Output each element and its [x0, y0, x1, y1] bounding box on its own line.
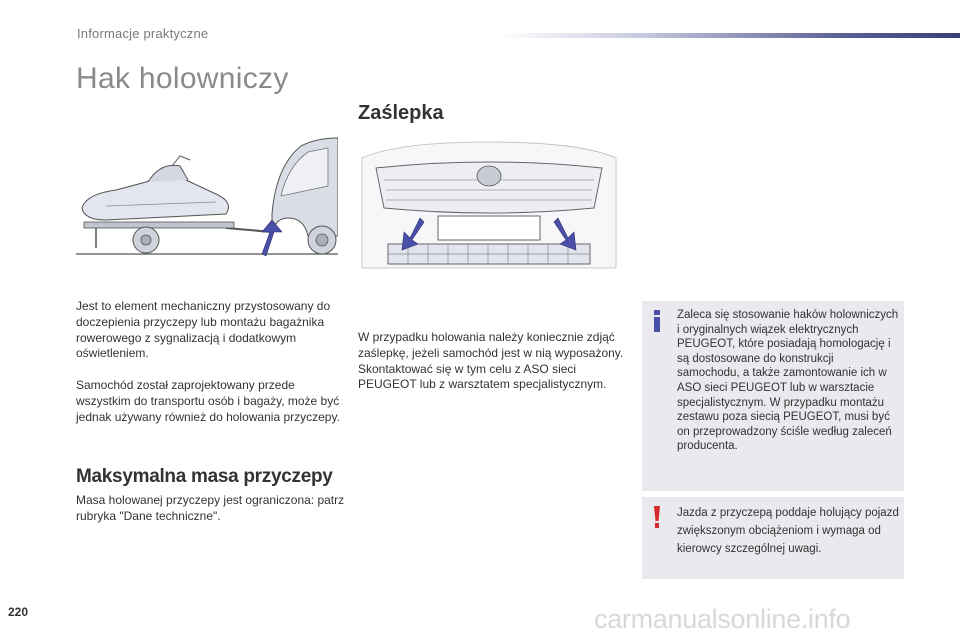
grille-illustration	[358, 138, 620, 276]
info-icon	[651, 310, 663, 332]
towing-illustration	[76, 136, 338, 274]
info-box-text: Zaleca się stosowanie haków holowniczych i oryginalnych wiązek elektrycznych PEUGEOT, które posiadają homologację i są dostosowane do konstrukcji samochodu, a także zamontowanie ich w ASO sieci PEUGEOT lub w warsztacie specjalistycznym. W przypadku montażu zestawu poza siecią PEUGEOT, musi być on przeprowadzony ściśle według zaleceń producenta.	[677, 309, 899, 453]
intro-paragraph: Jest to element mechaniczny przystosowany do doczepienia przyczepy lub montażu bagażnika rowerowego z sygnalizacją i dodatkowym oświetleniem.	[76, 299, 331, 361]
page-number: 220	[8, 605, 29, 619]
warning-box-text: Jazda z przyczepą poddaje holujący pojazd zwiększonym obciążeniom i wymaga od kierowcy szczególnej uwagi.	[677, 507, 899, 555]
zaslepka-title: Zaślepka	[358, 102, 444, 124]
zaslepka-text: W przypadku holowania należy koniecznie zdjąć zaślepkę, jeżeli samochód jest w nią wyposażony. Skontaktować się w tym celu z ASO sieci PEUGEOT lub z warsztatem specjalistycznym.	[358, 330, 624, 392]
warning-box	[642, 497, 904, 579]
exclamation-icon	[653, 506, 661, 528]
page-title: Hak holowniczy	[76, 62, 289, 95]
info-box	[642, 301, 904, 491]
design-paragraph: Samochód został zaprojektowany przede wszystkim do transportu osób i bagaży, może być jednak używany również do holowania przyczepy.	[76, 378, 340, 424]
watermark: carmanualsonline.info	[594, 604, 851, 634]
header-bar	[500, 33, 960, 38]
section-label: Informacje praktyczne	[77, 26, 209, 41]
max-mass-title: Maksymalna masa przyczepy	[76, 466, 333, 487]
max-mass-text: Masa holowanej przyczepy jest ograniczona: patrz rubryka "Dane techniczne".	[76, 493, 345, 523]
